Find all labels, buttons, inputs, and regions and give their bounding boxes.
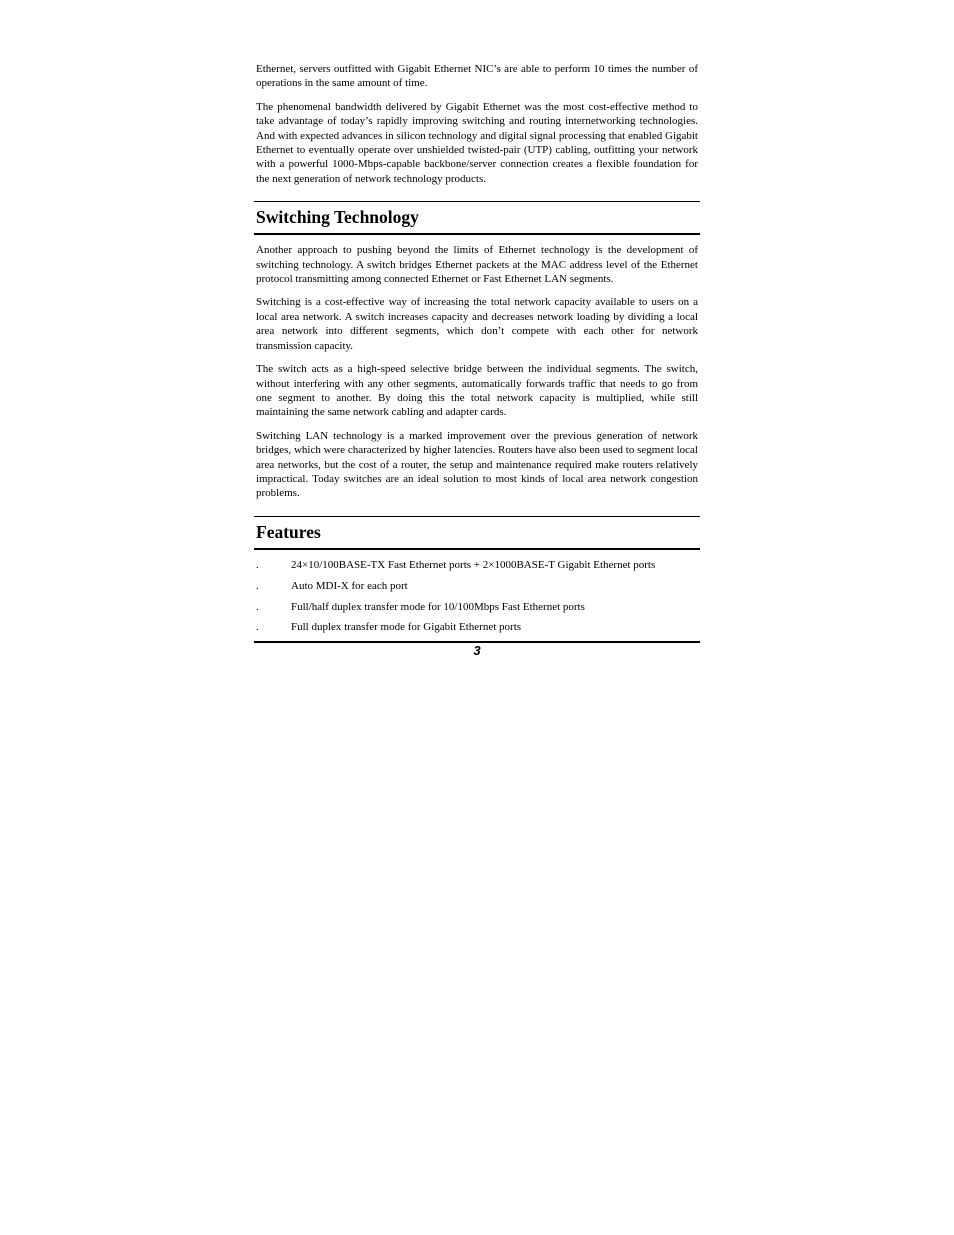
body-paragraph: Switching LAN technology is a marked improvement over the previous generation of network bridges, which were characterized by higher latencies. Routers have also been used to segment local area networks, but the cost of a router, the setup and maintenance required make routers relatively impractical. Today switches are an ideal solution to most kinds of local area network congestion problems. bbox=[256, 429, 698, 500]
intro-paragraph: The phenomenal bandwidth delivered by Gigabit Ethernet was the most cost-effective method to take advantage of today’s rapidly improving switching and routing internetworking technologies. And with expected advances in silicon technology and digital signal processing that enabled Gigabit Ethernet to eventually operate over unshielded twisted-pair (UTP) cabling, outfitting your network with a powerful 1000-Mbps-capable backbone/server connection creates a flexible foundation for the next generation of network technology products. bbox=[256, 100, 698, 185]
list-item bbox=[254, 620, 700, 634]
bullet-marker: . bbox=[256, 600, 259, 613]
bullet-marker: . bbox=[256, 579, 259, 592]
page-footer bbox=[254, 641, 700, 658]
section-body bbox=[254, 550, 700, 635]
feature-text: Auto MDI-X for each port bbox=[291, 579, 408, 592]
page-number: 3 bbox=[473, 643, 481, 659]
bullet-marker: . bbox=[256, 621, 259, 634]
section-heading: Features bbox=[254, 517, 700, 550]
list-item bbox=[254, 558, 700, 572]
list-item bbox=[254, 579, 700, 593]
feature-text: Full duplex transfer mode for Gigabit Ethernet ports bbox=[291, 621, 522, 634]
bullet-marker: . bbox=[256, 558, 259, 571]
manual-page bbox=[254, 62, 700, 658]
list-item bbox=[254, 600, 700, 614]
section-body bbox=[254, 235, 700, 501]
section-heading: Switching Technology bbox=[254, 202, 700, 235]
features-section bbox=[254, 516, 700, 635]
intro-paragraph: Ethernet, servers outfitted with Gigabit Ethernet NIC’s are able to perform 10 times the number of operations in the same amount of time. bbox=[256, 63, 698, 90]
features-list bbox=[254, 558, 700, 635]
body-paragraph: The switch acts as a high-speed selective bridge between the individual segments. The switch, without interfering with any other segments, automatically forwards traffic that needs to go from one segment to another. By doing this the total network capacity is multiplied, while still maintaining the same network cabling and adapter cards. bbox=[256, 363, 698, 419]
intro-section bbox=[254, 62, 700, 186]
body-paragraph: Switching is a cost-effective way of increasing the total network capacity available to users on a local area network. A switch increases capacity and decreases network loading by dividing a local area network into different segments, which don’t compete with each other for network transmission capacity. bbox=[256, 296, 698, 352]
switching-technology-section bbox=[254, 201, 700, 501]
body-paragraph: Another approach to pushing beyond the limits of Ethernet technology is the development of switching technology. A switch bridges Ethernet packets at the MAC address level of the Ethernet protocol transmitting among connected Ethernet or Fast Ethernet LAN segments. bbox=[256, 244, 698, 286]
feature-text: 24×10/100BASE-TX Fast Ethernet ports + 2×1000BASE-T Gigabit Ethernet ports bbox=[291, 558, 656, 571]
feature-text: Full/half duplex transfer mode for 10/100Mbps Fast Ethernet ports bbox=[291, 600, 585, 613]
